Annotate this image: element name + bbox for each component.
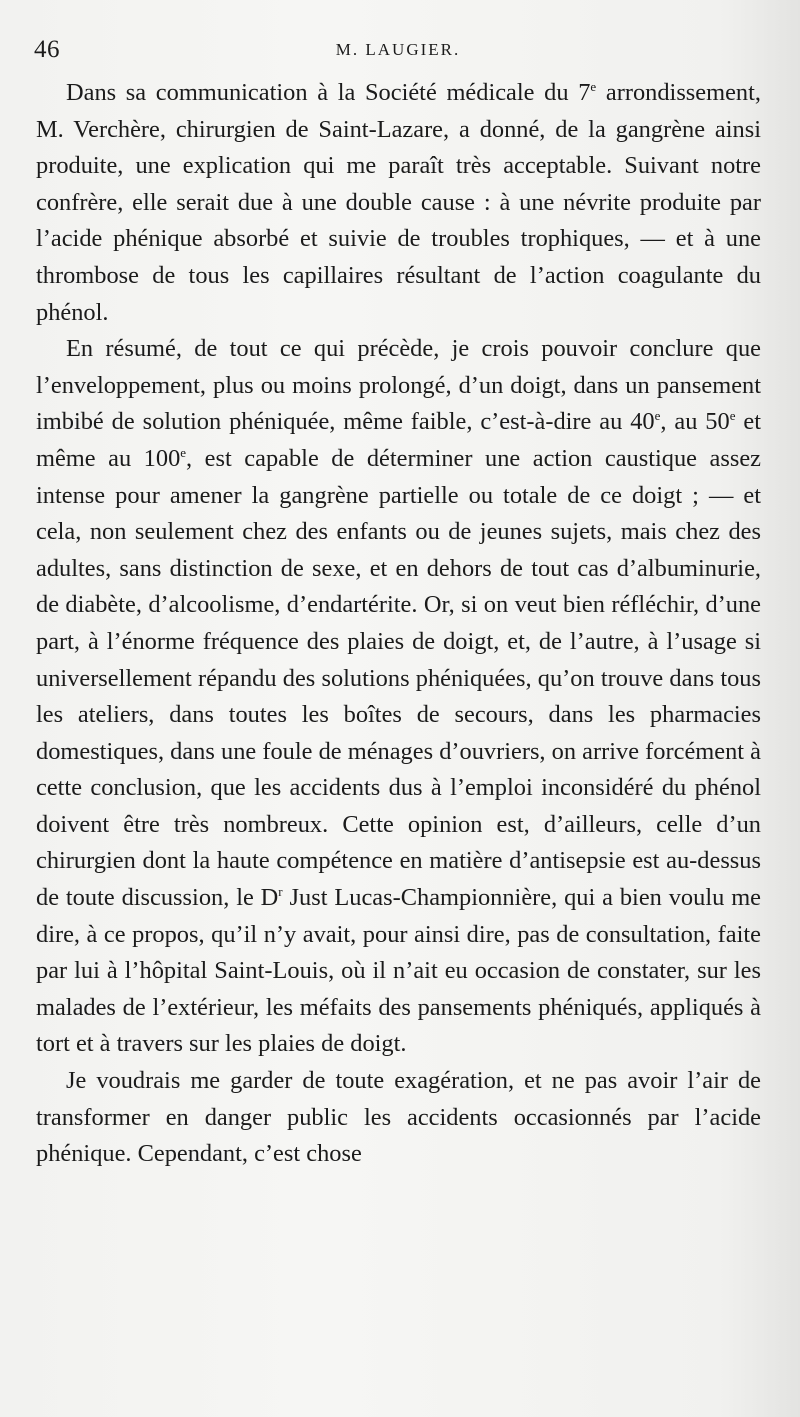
superscript: e [590, 78, 597, 94]
paragraph-text: , au 50 [660, 408, 730, 436]
superscript: e [729, 408, 736, 424]
paragraph-text: , est capable de déterminer une action caustique assez intense pour amener la gangrène partielle ou totale de ce doigt ; — et cela, non seulement chez des enfants ou de jeunes sujets, mais chez des adultes, sans distinction de sexe, et en dehors de tout cas d’albuminurie, de diabète, d’alcoolisme, d’endartérite. Or, si on veut bien réfléchir, d’une part, à l’énorme fréquence des plaies de doigt, et, de l’autre, à l’usage si universellement répandu des solutions phéniquées, qu’on trouve dans tous les ateliers, dans toutes les boîtes de secours, dans les pharmacies domestiques, dans une foule de ménages d’ouvriers, on arrive forcément à cette conclusion, que les accidents dus à l’emploi inconsidéré du phénol doivent être très nombreux. Cette opinion est, d’ailleurs, celle d’un chirurgien dont la haute compétence en matière d’antisepsie est au-dessus de toute discussion, le D [36, 444, 761, 912]
superscript: e [654, 408, 661, 424]
superscript: e [180, 444, 187, 460]
paragraph-resume [36, 331, 761, 1063]
page-header [34, 36, 762, 70]
paragraph-text: Just Lucas-Championnière, qui a bien voulu me dire, à ce propos, qu’il n’y avait, pour ainsi dire, pas de consultation, faite par lui à l’hôpital Saint-Louis, où il n’ait eu occasion de constater, sur les malades de l’extérieur, les méfaits des pansements phéniqués, appliqués à tort et à travers sur les plaies de doigt. [36, 884, 761, 1058]
body-text [36, 75, 761, 1173]
paragraph-text: et même au 100 [36, 408, 761, 472]
paragraph-exageration [36, 1063, 761, 1173]
paragraph-text: Dans sa communication à la Société médicale du 7 [66, 79, 591, 106]
running-head: M. LAUGIER. [335, 40, 461, 59]
paragraph-verchere [36, 75, 761, 331]
paragraph-text: arrondissement, M. Verchère, chirurgien de Saint-Lazare, a donné, de la gangrène ainsi produite, une explication qui me paraît très acceptable. Suivant notre confrère, elle serait due à une double cause : à une névrite produite par l’acide phénique absorbé et suivie de troubles trophiques, — et à une thrombose de tous les capillaires résultant de l’action coagulante du phénol. [36, 79, 761, 326]
page-number: 46 [34, 36, 60, 63]
superscript: r [278, 883, 283, 899]
paragraph-text: Je voudrais me garder de toute exagération, et ne pas avoir l’air de transformer en danger public les accidents occasionnés par l’acide phénique. Cependant, c’est chose [36, 1067, 761, 1168]
paragraph-text: En résumé, de tout ce qui précède, je crois pouvoir conclure que l’enveloppement, plus ou moins prolongé, d’un doigt, dans un pansement imbibé de solution phéniquée, même faible, c’est-à-dire au 40 [36, 335, 761, 436]
